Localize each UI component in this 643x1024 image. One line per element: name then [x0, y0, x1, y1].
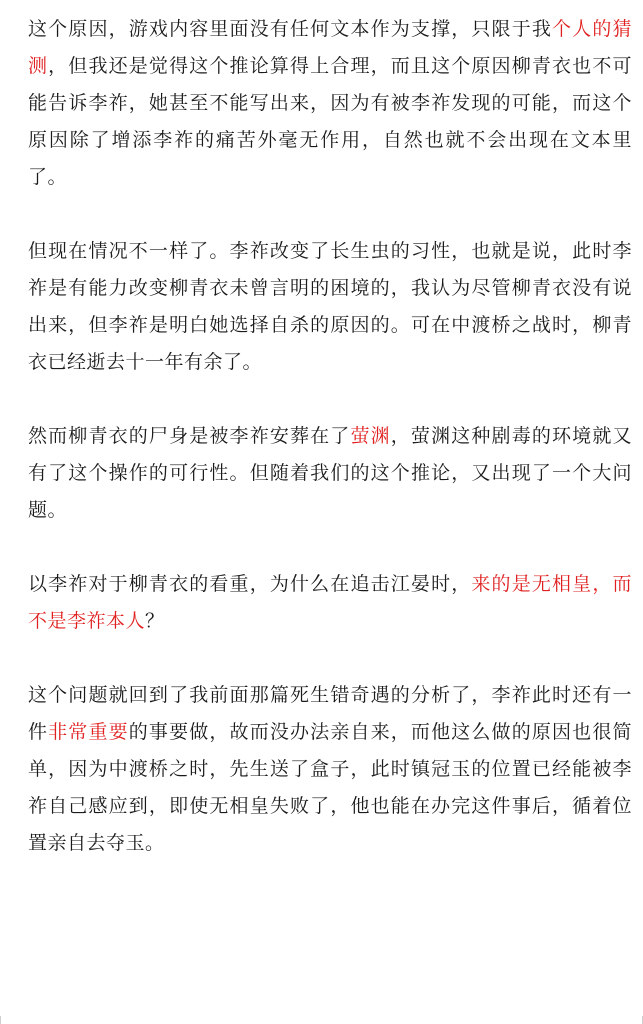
paragraph-text: 这个原因，游戏内容里面没有任何文本作为支撑，只限于我 [28, 18, 553, 40]
paragraph-text: 然而柳青衣的尸身是被李祚安葬在了 [28, 425, 351, 447]
paragraph-text: 但现在情况不一样了。李祚改变了长生虫的习性，也就是说，此时李祚是有能力改变柳青衣未曾言明的困境的，我认为尽管柳青衣没有说出来，但李祚是明白她选择自杀的原因的。可在中渡桥之战时，柳青衣已经逝去十一年有余了。 [28, 240, 632, 373]
highlighted-text: 个人的猜测 [28, 18, 632, 77]
paragraph-text: 的事要做，故而没办法亲自来，而他这么做的原因也很简单，因为中渡桥之时，先生送了盒子，此时镇冠玉的位置已经能被李祚自己感应到，即使无相皇失败了，他也能在办完这件事后，循着位置亲自去夺玉。 [28, 721, 632, 854]
article-body [28, 11, 632, 862]
paragraph-2 [28, 233, 632, 381]
paragraph-text: ，但我还是觉得这个推论算得上合理，而且这个原因柳青衣也不可能告诉李祚，她甚至不能写出来，因为有被李祚发现的可能，而这个原因除了增添李祚的痛苦外毫无作用，自然也就不会出现在文本里了。 [28, 55, 632, 188]
paragraph-text: ？ [145, 610, 165, 632]
paragraph-text: 以李祚对于柳青衣的看重，为什么在追击江晏时， [28, 573, 472, 595]
paragraph-text: 这个问题就回到了我前面那篇死生错奇遇的分析了，李祚此时还有一件 [28, 684, 632, 743]
paragraph-4 [28, 566, 632, 640]
highlighted-text: 来的是无相皇，而不是李祚本人 [28, 573, 632, 632]
paragraph-text: ，萤渊这种剧毒的环境就又有了这个操作的可行性。但随着我们的这个推论，又出现了一个大问题。 [28, 425, 632, 521]
left-edge-mark [0, 1016, 1, 1024]
paragraph-5 [28, 677, 632, 862]
highlighted-text: 非常重要 [48, 721, 129, 743]
paragraph-1 [28, 11, 632, 196]
highlighted-text: 萤渊 [350, 425, 391, 447]
paragraph-3 [28, 418, 632, 529]
